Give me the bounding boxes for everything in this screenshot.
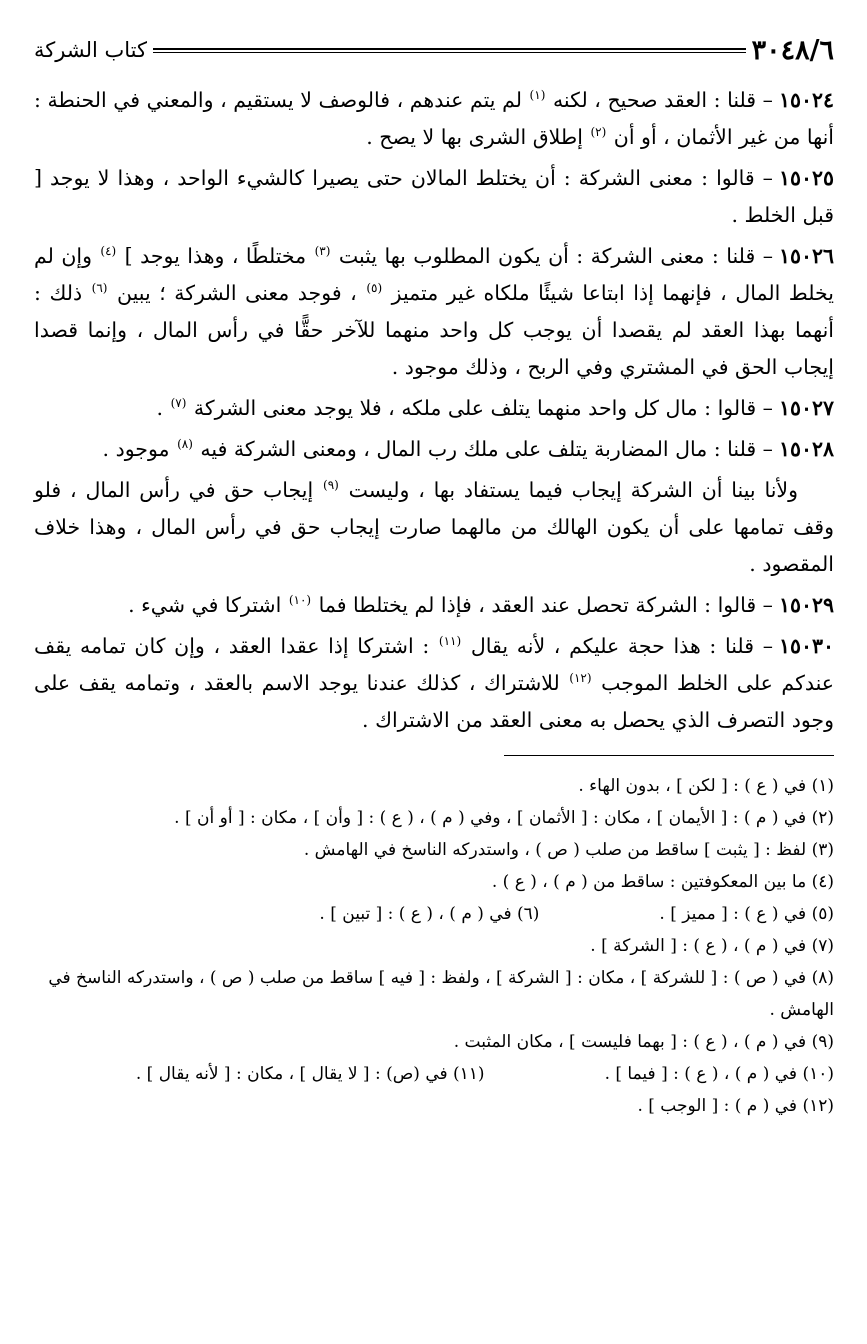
footnote-9: (٩) في ( م ) ، ( ع ) : [ بهما فليست ] ، مكان المثبت . — [453, 1032, 834, 1052]
footnote-ref[interactable]: (١١) — [438, 634, 462, 649]
text-segment: موجود . — [102, 437, 177, 461]
footnote-10: (١٠) في ( م ) ، ( ع ) : [ فيما ] . — [604, 1064, 834, 1084]
header-rule — [153, 48, 746, 53]
page-header — [34, 30, 834, 70]
text-segment: : اشتركا إذا عقدا العقد ، وإن كان تمامه يقف عندكم على الخلط الموجب — [34, 634, 835, 695]
paragraph — [34, 82, 834, 156]
footnote-row-10-11 — [34, 1058, 834, 1090]
paragraph-number: ١٥٠٢٨ — [778, 437, 834, 461]
text-segment: – قالوا : مال كل واحد منهما يتلف على ملكه ، فلا يوجد معنى الشركة — [187, 396, 773, 420]
text-segment: . — [156, 396, 170, 420]
text-segment: إطلاق الشرى بها لا يصح . — [366, 125, 590, 149]
paragraph-number: ١٥٠٢٧ — [778, 396, 834, 420]
text-segment: – قالوا : معنى الشركة : أن يختلط المالان حتى يصيرا كالشيء الواحد ، وهذا لا يوجد [ قبل الخلط . — [34, 166, 834, 227]
text-segment: للاشتراك ، كذلك عندنا يوجد الاسم بالعقد ، وتمامه يقف على وجود التصرف الذي يحصل به معنى العقد من الاشتراك . — [34, 671, 834, 732]
text-segment: – قلنا : معنى الشركة : أن يكون المطلوب بها يثبت — [331, 244, 773, 268]
paragraph — [34, 472, 834, 583]
text-segment: إيجاب حق في رأس المال ، فلو وقف تمامها على أن يكون الهالك من مالهما صارت إيجاب حق في رأس المال ، وهذا خلاف المقصود . — [34, 478, 834, 576]
footnote-ref[interactable]: (٥) — [366, 281, 383, 296]
text-segment: وإن لم يخلط المال ، فإنهما إذا ابتاعا شيئًا ملكاه غير متميز — [34, 244, 834, 305]
footnote-6: (٦) في ( م ) ، ( ع ) : [ تبين ] . — [319, 904, 540, 924]
paragraph-number: ١٥٠٢٦ — [778, 244, 835, 268]
text-segment: مختلطًا ، وهذا يوجد ] — [117, 244, 314, 268]
paragraph-number: ١٥٠٣٠ — [778, 634, 835, 658]
footnote-ref[interactable]: (٤) — [100, 244, 117, 259]
footnote-ref[interactable]: (١) — [529, 88, 546, 103]
text-segment: ، فوجد معنى الشركة ؛ يبين — [108, 281, 366, 305]
text-segment: – قلنا : مال المضاربة يتلف على ملك رب المال ، ومعنى الشركة فيه — [193, 437, 773, 461]
footnote-8: (٨) في ( ص ) : [ للشركة ] ، مكان : [ الشركة ] ، ولفظ : [ فيه ] ساقط من صلب ( ص ) ، واستدركه الناسخ في الهامش . — [48, 968, 834, 1020]
paragraph-number: ١٥٠٢٤ — [778, 88, 834, 112]
footnote-4: (٤) ما بين المعكوفتين : ساقط من ( م ) ، ( ع ) . — [491, 872, 834, 892]
footnote-5: (٥) في ( ع ) : [ مميز ] . — [659, 904, 834, 924]
footnote-ref[interactable]: (٢) — [590, 125, 607, 140]
paragraph-number: ١٥٠٢٥ — [778, 166, 834, 190]
text-segment: – قالوا : الشركة تحصل عند العقد ، فإذا لم يختلطا فما — [312, 593, 773, 617]
text-segment: لم يتم عندهم ، فالوصف لا يستقيم ، والمعني في الحنطة : أنها من غير الأثمان ، أو أن — [34, 88, 834, 149]
footnote-ref[interactable]: (٣) — [314, 244, 331, 259]
text-segment: – قلنا : العقد صحيح ، لكنه — [546, 88, 773, 112]
paragraph — [34, 390, 834, 427]
text-segment: ولأنا بينا أن الشركة إيجاب فيما يستفاد بها ، وليست — [339, 478, 798, 502]
footnote-2: (٢) في ( م ) : [ الأيمان ] ، مكان : [ الأثمان ] ، وفي ( م ) ، ( ع ) : [ وأن ] ، مكان : [ أو أن ] . — [174, 808, 834, 828]
book-title: كتاب الشركة — [34, 38, 147, 62]
text-segment: – قلنا : هذا حجة عليكم ، لأنه يقال — [462, 634, 773, 658]
page-number: ٣٠٤٨/٦ — [751, 34, 834, 66]
footnote-separator — [34, 755, 834, 756]
paragraph — [34, 431, 834, 468]
footnote-ref[interactable]: (٧) — [170, 396, 187, 411]
footnote-ref[interactable]: (٨) — [177, 437, 193, 452]
document-page — [34, 30, 834, 1122]
paragraph — [34, 160, 834, 234]
footnote-12: (١٢) في ( م ) : [ الوجب ] . — [637, 1096, 834, 1116]
footnote-3: (٣) لفظ : [ يثبت ] ساقط من صلب ( ص ) ، واستدركه الناسخ في الهامش . — [303, 840, 834, 860]
paragraph-number: ١٥٠٢٩ — [778, 593, 834, 617]
footnote-row-5-6 — [34, 898, 834, 930]
footnote-1: (١) في ( ع ) : [ لكن ] ، بدون الهاء . — [578, 776, 834, 796]
footnote-ref[interactable]: (١٢) — [569, 671, 592, 686]
paragraph — [34, 628, 834, 739]
main-text — [34, 82, 834, 739]
footnotes — [34, 770, 834, 1122]
footnote-ref[interactable]: (٩) — [323, 478, 339, 493]
footnote-ref[interactable]: (٦) — [91, 281, 108, 296]
footnote-7: (٧) في ( م ) ، ( ع ) : [ الشركة ] . — [590, 936, 834, 956]
footnote-11: (١١) في (ص) : [ لا يقال ] ، مكان : [ لأنه يقال ] . — [135, 1064, 485, 1084]
paragraph — [34, 587, 834, 624]
footnote-ref[interactable]: (١٠) — [288, 593, 312, 608]
paragraph — [34, 238, 834, 386]
text-segment: ذلك : أنهما بهذا العقد لم يقصدا أن يوجب كل واحد منهما للآخر حقًّا في رأس المال ، وإنما قصدا إيجاب الحق في المشتري وفي الربح ، وذلك موجود . — [34, 281, 834, 379]
text-segment: اشتركا في شيء . — [128, 593, 288, 617]
